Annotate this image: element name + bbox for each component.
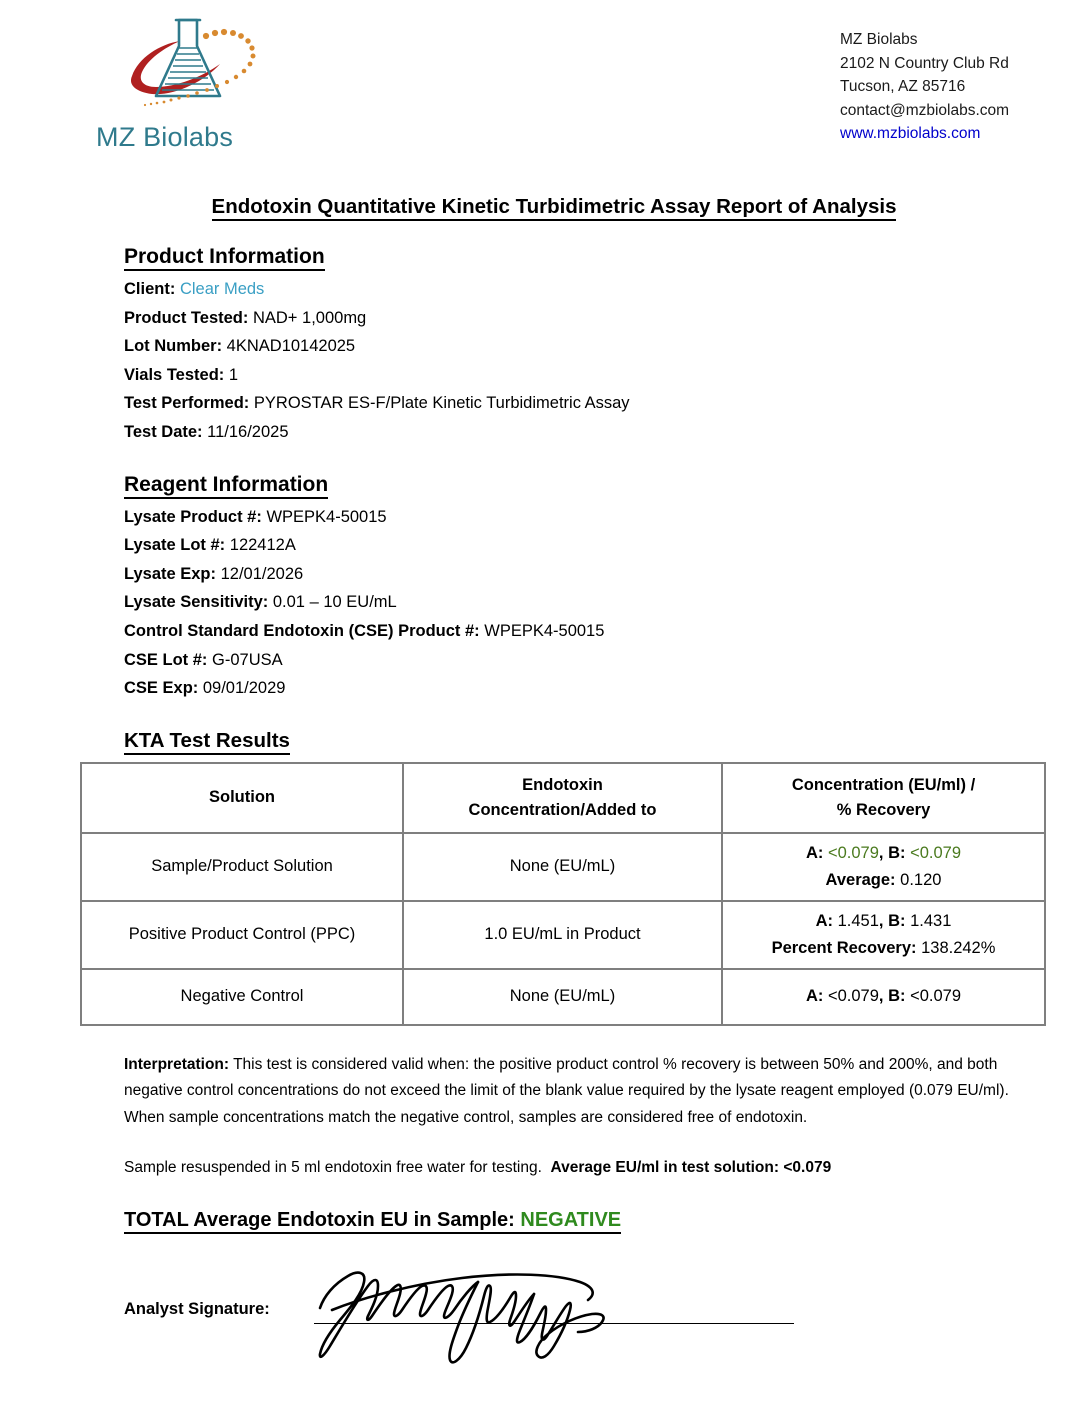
page-title — [48, 195, 1040, 219]
field-lot-number — [124, 332, 1040, 361]
field-cse-exp — [124, 674, 1040, 703]
field-lysate-product-label: Lysate Product #: — [124, 507, 262, 526]
row-negative-b-label: B: — [888, 987, 906, 1006]
interpretation-paragraph — [124, 1052, 1014, 1132]
field-lysate-exp-label: Lysate Exp: — [124, 564, 217, 583]
field-test-performed-label: Test Performed: — [124, 394, 250, 413]
field-vials-tested — [124, 361, 1040, 390]
flask-icon — [124, 14, 264, 119]
row-sample-a-label: A: — [805, 843, 824, 862]
field-client — [124, 275, 1040, 304]
table-row — [81, 969, 1045, 1025]
table-row — [81, 901, 1045, 969]
section-heading-kta-results — [124, 729, 1040, 753]
row-sample-b-label: B: — [888, 843, 906, 862]
field-product-tested — [124, 304, 1040, 333]
field-lysate-lot-label: Lysate Lot #: — [124, 536, 226, 555]
address-city-state-zip: Tucson, AZ 85716 — [840, 78, 966, 95]
total-result-value: NEGATIVE — [520, 1209, 622, 1232]
field-lysate-sensitivity-label: Lysate Sensitivity: — [124, 593, 269, 612]
field-cse-exp-value: 09/01/2029 — [202, 679, 286, 698]
resuspension-average-label: Average EU/ml in test solution: — [550, 1159, 780, 1177]
row-ppc-result-recovery — [729, 935, 1038, 962]
row-negative-a-value: <0.079 — [827, 987, 879, 1006]
column-header-endotoxin-added — [403, 763, 722, 833]
row-sample-result-average — [729, 867, 1038, 894]
section-heading-product-information — [124, 245, 1040, 269]
field-test-performed — [124, 389, 1040, 418]
interpretation-label: Interpretation: — [124, 1055, 230, 1073]
field-lysate-lot — [124, 531, 1040, 560]
field-cse-product — [124, 617, 1040, 646]
field-cse-lot-value: G-07USA — [212, 650, 283, 669]
row-sample-average-value: 0.120 — [900, 870, 942, 889]
address-company: MZ Biolabs — [840, 31, 918, 48]
field-product-tested-label: Product Tested: — [124, 308, 249, 327]
field-lot-number-value: 4KNAD10142025 — [226, 337, 356, 356]
row-negative-control-name: Negative Control — [81, 969, 403, 1025]
field-lysate-exp — [124, 560, 1040, 589]
row-ppc-name: Positive Product Control (PPC) — [81, 901, 403, 969]
analyst-signature-label: Analyst Signature: — [124, 1300, 270, 1319]
section-heading-product-information-text: Product Information — [124, 245, 325, 271]
field-vials-tested-label: Vials Tested: — [124, 365, 225, 384]
field-cse-product-value: WPEPK4-50015 — [484, 621, 605, 640]
field-product-tested-value: NAD+ 1,000mg — [252, 308, 367, 327]
row-sample-solution-name: Sample/Product Solution — [81, 833, 403, 901]
row-negative-control-added: None (EU/mL) — [403, 969, 722, 1025]
column-header-concentration-recovery — [722, 763, 1045, 833]
field-test-date — [124, 418, 1040, 447]
row-ppc-added: 1.0 EU/mL in Product — [403, 901, 722, 969]
row-sample-result-ab: A: <0.079, B: <0.079 — [805, 843, 962, 862]
row-sample-result — [722, 833, 1045, 901]
section-heading-reagent-information — [124, 473, 1040, 497]
row-sample-added: None (EU/mL) — [403, 833, 722, 901]
total-result-line — [124, 1209, 1040, 1232]
interpretation-text: This test is considered valid when: the positive product control % recovery is between 50% and 200%, and both negative control concentrations do not exceed the limit of the blank value required by the lysate reagent employed (0.079 EU/ml). When sample concentrations match the negative control, samples are considered free of endotoxin. — [124, 1055, 1009, 1126]
field-cse-product-label: Control Standard Endotoxin (CSE) Product #: — [124, 621, 480, 640]
resuspension-note — [124, 1155, 1040, 1181]
column-header-solution: Solution — [81, 763, 403, 833]
header-address-block — [840, 28, 1040, 146]
table-header-row — [81, 763, 1045, 833]
resuspension-text: Sample resuspended in 5 ml endotoxin free water for testing. — [124, 1159, 542, 1177]
row-sample-average-label: Average: — [825, 870, 896, 889]
row-ppc-b-label: B: — [888, 911, 906, 930]
field-vials-tested-value: 1 — [228, 365, 239, 384]
field-lysate-sensitivity — [124, 588, 1040, 617]
row-negative-b-value: <0.079 — [910, 987, 962, 1006]
row-ppc-result — [722, 901, 1045, 969]
address-street: 2102 N Country Club Rd — [840, 54, 1009, 72]
address-website-link[interactable]: www.mzbiolabs.com — [840, 125, 981, 142]
address-email: contact@mzbiolabs.com — [840, 101, 1010, 119]
field-test-date-value: 11/16/2025 — [207, 422, 289, 441]
field-test-performed-value: PYROSTAR ES-F/Plate Kinetic Turbidimetric Assay — [253, 394, 630, 413]
field-client-label: Client: — [124, 280, 176, 298]
resuspension-average-value: <0.079 — [783, 1159, 832, 1177]
document-body — [0, 195, 1088, 1398]
field-lysate-exp-value: 12/01/2026 — [220, 564, 304, 583]
column-header-concentration-recovery-line2: % Recovery — [836, 800, 931, 819]
field-cse-exp-label: CSE Exp: — [124, 679, 199, 698]
handwritten-signature-icon — [302, 1256, 632, 1376]
kta-results-table — [80, 762, 1046, 1026]
row-negative-a-label: A: — [805, 987, 824, 1006]
total-result-label: TOTAL Average Endotoxin EU in Sample: — [124, 1209, 515, 1232]
row-ppc-a-label: A: — [815, 911, 834, 930]
document-header — [0, 0, 1088, 175]
analyst-signature-block — [124, 1278, 844, 1398]
field-cse-lot — [124, 646, 1040, 675]
row-sample-a-value: <0.079 — [827, 843, 879, 862]
field-lysate-lot-value: 122412A — [229, 536, 296, 555]
row-negative-control-result-ab: A: <0.079, B: <0.079 — [805, 987, 962, 1006]
field-lysate-sensitivity-value: 0.01 – 10 EU/mL — [272, 593, 397, 612]
field-lysate-product-value: WPEPK4-50015 — [266, 507, 387, 526]
row-ppc-recovery-label: Percent Recovery: — [771, 938, 917, 957]
row-ppc-recovery-value: 138.242% — [921, 938, 996, 957]
field-client-value: Clear Meds — [179, 280, 265, 298]
field-test-date-label: Test Date: — [124, 422, 203, 441]
page-title-text: Endotoxin Quantitative Kinetic Turbidimetric Assay Report of Analysis — [212, 195, 897, 221]
table-row — [81, 833, 1045, 901]
company-logo — [96, 14, 366, 164]
row-sample-b-value: <0.079 — [910, 843, 962, 862]
row-negative-control-result — [722, 969, 1045, 1025]
field-cse-lot-label: CSE Lot #: — [124, 650, 208, 669]
row-ppc-b-value: 1.431 — [910, 911, 952, 930]
section-heading-reagent-information-text: Reagent Information — [124, 473, 328, 499]
column-header-endotoxin-added-line1: Endotoxin — [522, 775, 603, 794]
column-header-endotoxin-added-line2: Concentration/Added to — [468, 800, 657, 819]
company-wordmark: MZ Biolabs — [96, 122, 234, 152]
column-header-concentration-recovery-line1: Concentration (EU/ml) / — [791, 775, 976, 794]
row-ppc-result-ab: A: 1.451, B: 1.431 — [815, 911, 952, 930]
row-ppc-a-value: 1.451 — [837, 911, 879, 930]
section-heading-kta-results-text: KTA Test Results — [124, 729, 290, 755]
field-lot-number-label: Lot Number: — [124, 337, 223, 356]
field-lysate-product — [124, 503, 1040, 532]
